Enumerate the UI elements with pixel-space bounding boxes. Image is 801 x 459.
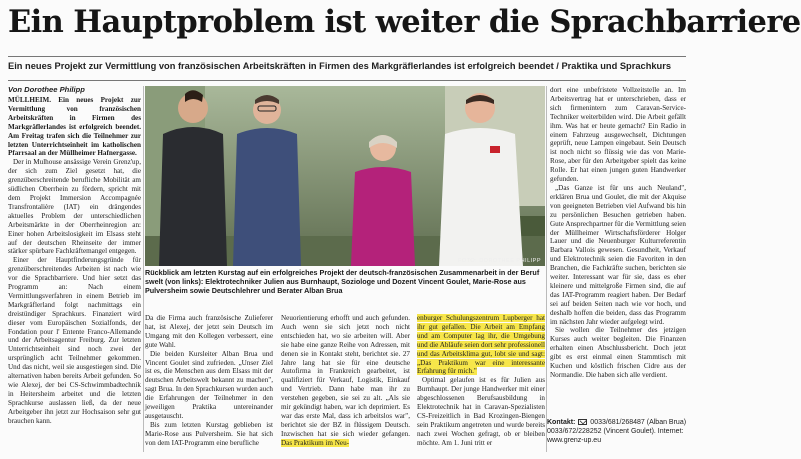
highlighted-text: enburger Schulungszentrum Lupberger hat ihr gut gefallen. Die Arbeit am Empfang und am Computer lag ihr, die Umgebung und die Abläufe seien dort sehr professionell und das Arbeitsklima gut, lobt sie und sagt: „Das Praktikum war eine interessante Erfahrung für mich.": [417, 314, 545, 376]
contact-box: [547, 419, 687, 445]
paragraph: Neuorientierung erhofft und auch gefunden. Auch wenn sie sich jetzt noch nicht entschieden hat, wo sie arbeiten will. Aber sie habe eine ganze Reihe von Adressen, mit denen sie in Kontakt steht, berichtet sie. 27 Jahre lang hat sie für eine deutsche Autofirma in Frankreich gearbeitet, ist qualifiziert für Verkauf, Logistik, Einkauf und Vertrieb. Dann habe man ihr zu verstehen gegeben, sie sei zu alt. „Als sie mir gekündigt haben, war ich deprimiert. Es war das erste Mal, dass ich arbeitslos war", berichtet sie der BZ in flüssigem Deutsch. Inzwischen hat sie sich wieder gefangen.: [281, 314, 410, 438]
column-divider: [143, 86, 144, 452]
photo-caption: Rückblick am letzten Kurstag auf ein erfolgreiches Projekt der deutsch-französischen Zusammenarbeit in der Beruf swelt (von links): Elektrotechniker Julien aus Burnhaupt, Soziologe und Dozent Vincent Goulet, Marie-Rose aus Pulversheim sowie Deutschlehrer und Berater Alban Brua: [145, 268, 540, 295]
highlighted-text: Das Praktikum im Neu-: [281, 438, 350, 447]
paragraph: Die beiden Kursleiter Alban Brua und Vincent Goulet sind zufrieden. „Unser Ziel ist es, die Menschen aus dem Elsass mit der deutschen Arbeitswelt bekannt zu machen", sagt Brua. In den Sprachkursen wurden auch die Erfahrungen der Teilnehmer in den jeweiligen Praktika untereinander ausgetauscht.: [145, 349, 273, 420]
lead-paragraph: MÜLLHEIM. Ein neues Projekt zur Vermittlung von französischen Arbeitskräften in Firmen des Markgräflerlandes ist erfolgreich beendet. Am Freitag trafen sich die Teilnehmer zur letzten Unterrichtseinheit im katholischen Pfarrsaal an der Müllheimer Hafnergasse.: [8, 96, 141, 158]
contact-label: Kontakt:: [547, 419, 576, 426]
article-column-4: [417, 314, 545, 448]
column-divider: [546, 86, 547, 452]
paragraph: Einer der Hauptfinderungsgründe für grenzüberschreitendes Arbeiten ist nach wie vor die Sprachbarriere. Und hier setzt das Programm an: Nach einem Vermittlungsverfahren in einem Betrieb im Markgräflerland folgt nachmittags ein dreistündiger Sprachkurs. Finanziert wird dieser vom Europäischen Sozialfonds, der Fondation pour l' Entente Franco-Allemande und der Arbeitsagentur Freiburg. Zur letzten Unterrichtseinheit sind noch zwei der ursprünglich acht Teilnehmer gekommen. Und das nicht, weil sie ausgestiegen sind. Die alternativen haben bereits Arbeit gefunden. So wie Alexej, der bei CS-Schwimmbadtechnik in Heitersheim arbeitet und die letzten Sprachkurse auslassen ließ, da der neue Arbeitgeber ihn jetzt zur Hochsaison sehr gut brauchen kann.: [8, 256, 141, 425]
paragraph: Da die Firma auch französische Zulieferer hat, ist Alexej, der jetzt sein Deutsch im Umgang mit den Kollegen verbessert, eine gute Wahl.: [145, 314, 273, 349]
article-photo: [145, 86, 545, 266]
paragraph: Sie wollen die Teilnehmer des jetzigen Kurses auch weiter begleiten. Die Finanzen erhalten einen Abschlussbericht. Doch jetzt gibt es erst einmal einen Stammtisch mit Kuchen und köstlich frischen Cidre aus der Normandie. Die haben sich alle verdient.: [550, 326, 686, 379]
paragraph: „Das Ganze ist für uns auch Neuland", erklären Brua und Goulet, die mit der Akquise von geeigneten Betrieben viel Aufwand bis hin zu persönlichen Besuchen getrieben haben. Gute Ansprechpartner für die Vermittlung seien der Müllheimer Wirtschaftsförderer Holger Lauer und die Neuenburger Kulturreferentin Barbara Vallois gewesen. Gesundheit, Verkauf und Elektrotechnik seien die Favoriten in den Branchen, die Fachkräfte suchen, berichten sie weiter. Interessant war für sie, dass es eher kleinere und mittelgroße Firmen sind, die auf das IAT-Programm reagiert haben. Der Bedarf sei auf beiden Seiten nach wie vor hoch, und deshalb hoffen die beiden, dass das Programm im nächsten Jahr wieder aufgelegt wird.: [550, 183, 686, 326]
subheadline-rule: [8, 80, 686, 81]
headline-rule: [8, 56, 686, 57]
article-column-2: [145, 314, 273, 448]
photo-credit-overlay: FOTO: DOROTHEE PHILIPP: [457, 258, 541, 264]
article-headline: Ein Hauptproblem ist weiter die Sprachbarriere: [8, 4, 801, 40]
article-subheadline: Ein neues Projekt zur Vermittlung von französischen Arbeitskräften in Firmen des Markgräflerlandes ist erfolgreich beendet / Praktika und Sprachkurs: [8, 61, 672, 71]
paragraph: Der in Mulhouse ansässige Verein Grenz'up, der sich zum Ziel gesetzt hat, die grenzüberschreitende berufliche Mobilität am südlichen Oberrhein zu fördern, spricht mit dem Projekt Immersion Accompagnée Transfrontalière (IAT) ein drängendes aktuelles Problem der unterschiedlichen Arbeitsmärkte in der Oberrheinregion an: Einer hohen Arbeitslosigkeit im Elsass steht auf der deutschen Rheinseite der immer stärker spürbare Fachkräftemangel entgegen.: [8, 158, 141, 256]
phone-icon: [578, 419, 587, 425]
paragraph: Optimal gelaufen ist es für Julien aus Burnhaupt. Der junge Handwerker mit einer abgeschlossenen Berufsausbildung in Elektrotechnik hat in Caravan-Spezialisten CS-Freizeitlich in Bad Krozingen-Biengen sein Praktikum angetreten und wurde bereits nach zwei Wochen gefragt, ob er bleiben möchte. Am 1. Juni tritt er: [417, 376, 545, 447]
paragraph: dort eine unbefristete Vollzeitstelle an. Im Arbeitsvertrag hat er unterschrieben, dass er sich firmenintern zum Caravan-Service-Techniker weiterbilden wird. Die Arbeit gefällt ihm. Was hat er heute gemacht? Ein Radio in einem Fahrzeug ausgewechselt, Dichtungen geprüft, neue Lampen eingebaut. Sein Deutsch ist noch nicht so flüssig wie das von Marie-Rose, aber für den Arbeitgeber spielt das keine Rolle. Er hat einen jungen guten Handwerker gefunden.: [550, 86, 686, 184]
article-column-3: [281, 314, 410, 448]
article-byline: Von Dorothee Philipp: [8, 85, 85, 94]
article-column-5: [550, 86, 686, 380]
article-column-1: [8, 96, 141, 426]
paragraph: Bis zum letzten Kurstag geblieben ist Marie-Rose aus Pulversheim. Sie hat sich von dem IAT-Programm eine berufliche: [145, 420, 273, 447]
group-photo-illustration: [145, 86, 545, 266]
contact-text: 0033/681/268487 (Alban Brua) 0033/672/228252 (Vincent Goulet). Internet: www.grenz-up.eu: [547, 419, 687, 444]
